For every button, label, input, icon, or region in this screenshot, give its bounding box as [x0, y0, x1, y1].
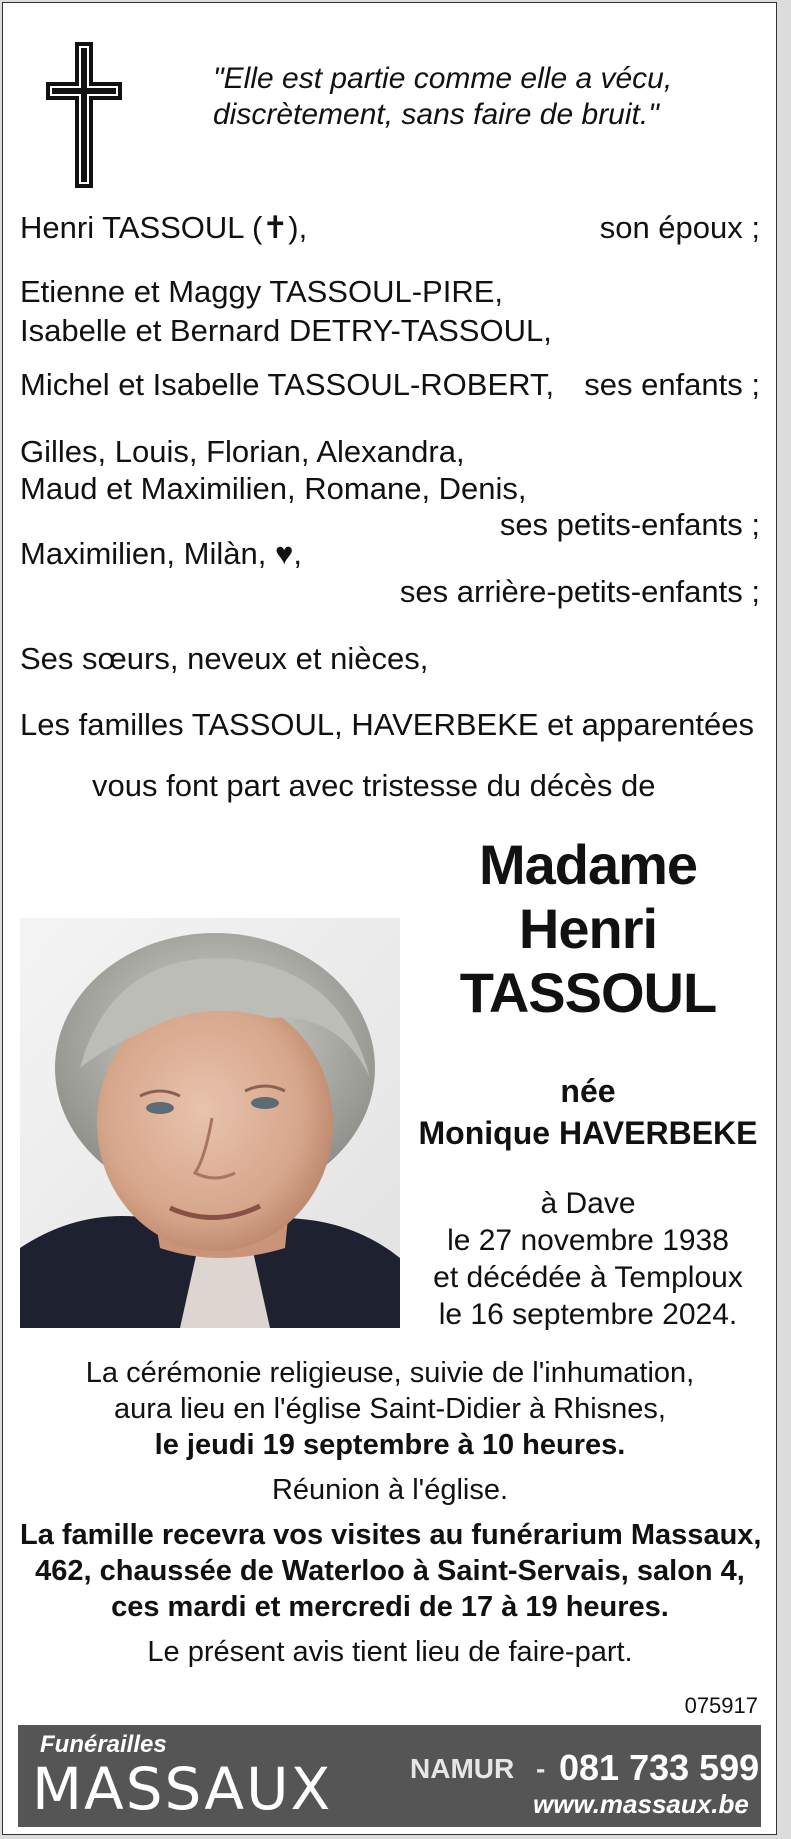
portrait-photo	[20, 918, 400, 1328]
death-place: et décédée à Temploux	[433, 1261, 743, 1294]
cross-icon	[43, 41, 125, 191]
footer-city: NAMUR	[410, 1753, 515, 1784]
child-line-2: Isabelle et Bernard DETRY-TASSOUL,	[20, 313, 552, 348]
great-grandchildren-role: ses arrière-petits-enfants ;	[399, 574, 760, 609]
quote-line-1: "Elle est partie comme elle a vécu,	[213, 62, 673, 95]
epitaph-quote	[213, 61, 672, 133]
birth-place: à Dave	[540, 1187, 636, 1220]
footer-phone: 081 733 599	[559, 1747, 760, 1788]
visit-line-2: 462, chaussée de Waterloo à Saint-Servais, salon 4,	[35, 1555, 745, 1587]
nee-label: née	[560, 1073, 616, 1109]
spouse-name: Henri TASSOUL (✝),	[20, 210, 308, 245]
deceased-last-name: TASSOUL	[459, 961, 717, 1024]
ceremony-line-1: La cérémonie religieuse, suivie de l'inhumation,	[85, 1357, 695, 1389]
maiden-name: Monique HAVERBEKE	[418, 1115, 758, 1151]
brand-small: Funérailles	[40, 1731, 167, 1758]
children-role: ses enfants ;	[584, 367, 760, 402]
grandchildren-role: ses petits-enfants ;	[499, 507, 760, 542]
grandchildren-line-2: Maud et Maximilien, Romane, Denis,	[20, 471, 527, 506]
ceremony-block	[20, 1355, 760, 1670]
quote-line-2: discrètement, sans faire de bruit."	[213, 98, 659, 131]
dates-block	[413, 1185, 763, 1333]
death-date: le 16 septembre 2024.	[438, 1298, 738, 1331]
siblings-line: Ses sœurs, neveux et nièces,	[20, 641, 429, 676]
footer-website[interactable]: www.massaux.be	[533, 1789, 749, 1819]
families-line: Les familles TASSOUL, HAVERBEKE et apparentées	[20, 707, 755, 742]
birth-date: le 27 novembre 1938	[447, 1224, 729, 1257]
deceased-first-name: Henri	[518, 897, 658, 960]
obituary-notice	[2, 2, 777, 1835]
spouse-role: son époux ;	[599, 210, 760, 245]
footer-separator: -	[536, 1753, 546, 1784]
visit-line-1: La famille recevra vos visites au funérarium Massaux,	[20, 1519, 762, 1551]
announcement-line: vous font part avec tristesse du décès de	[92, 768, 656, 803]
ceremony-date: le jeudi 19 septembre à 10 heures.	[154, 1429, 626, 1461]
funeral-home-footer	[18, 1725, 761, 1827]
maiden-name-block	[403, 1070, 773, 1154]
deceased-name-block	[403, 833, 773, 1025]
deceased-title: Madame	[478, 833, 698, 896]
brand-name: MASSAUX	[32, 1755, 333, 1823]
reference-number: 075917	[684, 1693, 758, 1718]
child-line-3: Michel et Isabelle TASSOUL-ROBERT,	[20, 367, 555, 402]
meeting-line: Réunion à l'église.	[271, 1474, 509, 1506]
notice-line: Le présent avis tient lieu de faire-part.	[147, 1636, 633, 1668]
child-line-1: Etienne et Maggy TASSOUL-PIRE,	[20, 274, 504, 309]
visit-line-3: ces mardi et mercredi de 17 à 19 heures.	[111, 1591, 669, 1623]
great-grandchildren: Maximilien, Milàn, ♥,	[20, 536, 302, 571]
ceremony-line-2: aura lieu en l'église Saint-Didier à Rhisnes,	[114, 1393, 666, 1425]
grandchildren-line-1: Gilles, Louis, Florian, Alexandra,	[20, 434, 465, 469]
